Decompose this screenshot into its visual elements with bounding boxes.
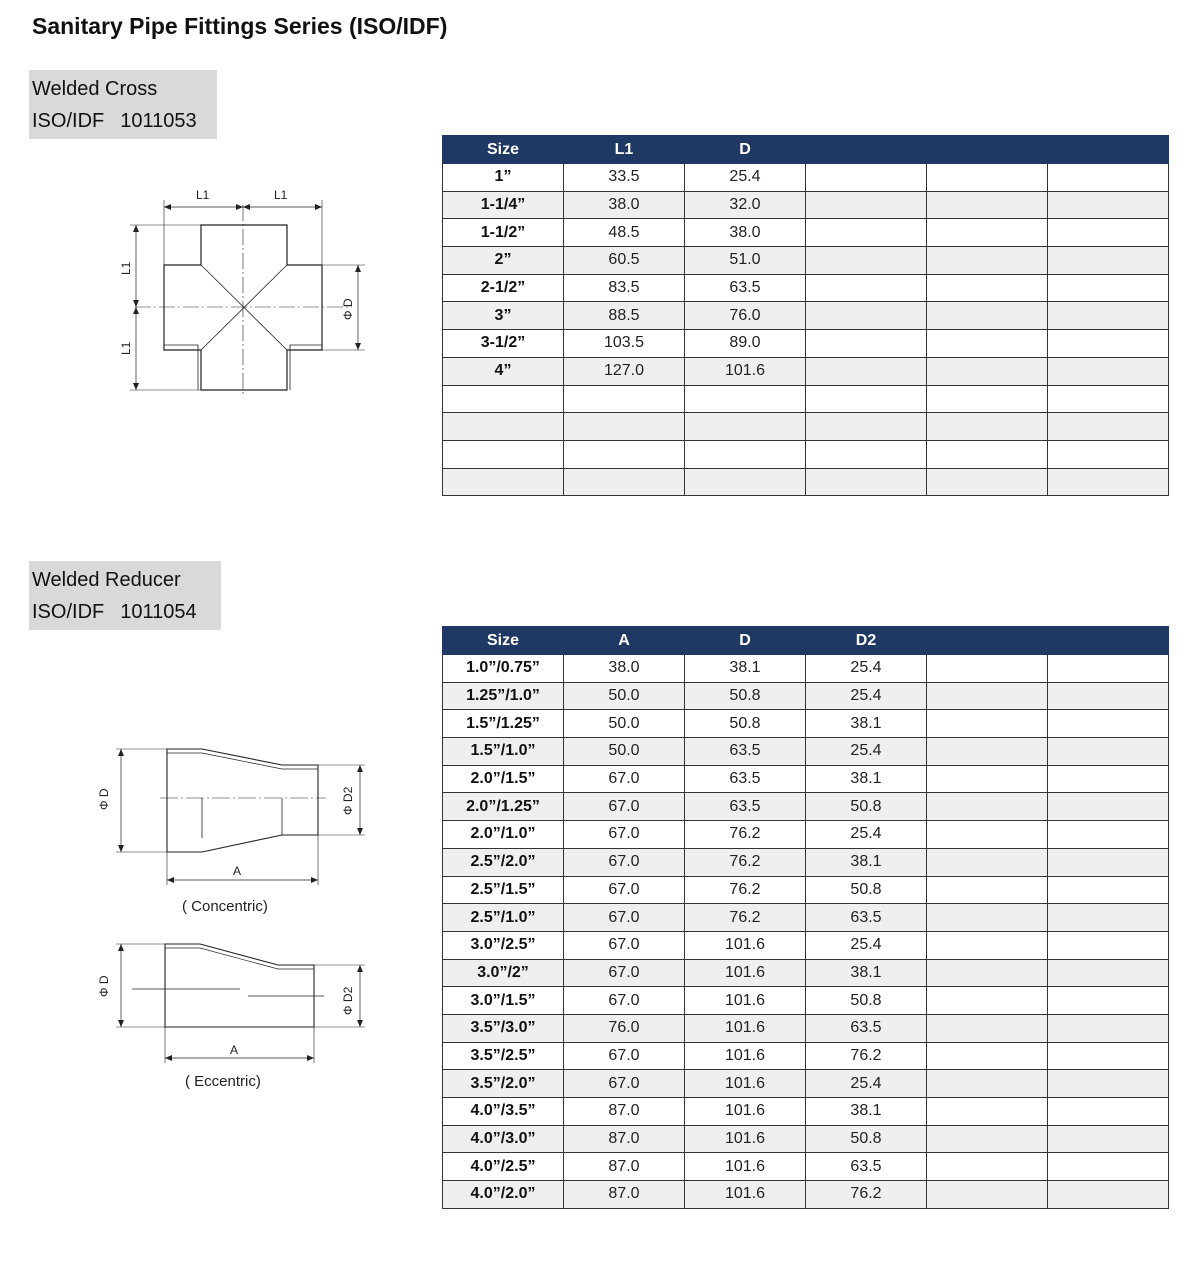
value-cell: [927, 821, 1048, 849]
reducer-col-header: A: [564, 627, 685, 655]
value-cell: 101.6: [685, 357, 806, 385]
value-cell: [685, 385, 806, 413]
value-cell: 38.1: [806, 710, 927, 738]
reducer-table: [442, 626, 1169, 1209]
table-row: [443, 987, 1169, 1015]
value-cell: 25.4: [806, 738, 927, 766]
value-cell: [1048, 655, 1169, 683]
concentric-reducer-drawing: [90, 740, 370, 890]
value-cell: [927, 247, 1048, 275]
reducer-code: 1011054: [120, 601, 197, 623]
value-cell: [1048, 247, 1169, 275]
cross-label-box: [29, 70, 217, 139]
value-cell: 50.0: [564, 682, 685, 710]
value-cell: [927, 987, 1048, 1015]
reducer-col-header: D2: [806, 627, 927, 655]
cross-dim-l1-top-left: L1: [196, 188, 210, 202]
size-cell: [443, 385, 564, 413]
value-cell: [806, 164, 927, 192]
value-cell: [1048, 468, 1169, 496]
value-cell: [927, 1153, 1048, 1181]
value-cell: [1048, 385, 1169, 413]
value-cell: 60.5: [564, 247, 685, 275]
value-cell: [927, 219, 1048, 247]
value-cell: 63.5: [806, 1153, 927, 1181]
value-cell: 76.2: [685, 904, 806, 932]
value-cell: [927, 1098, 1048, 1126]
value-cell: [806, 219, 927, 247]
value-cell: 48.5: [564, 219, 685, 247]
cross-dim-l1-left-top: L1: [119, 261, 133, 275]
size-cell: [443, 413, 564, 441]
value-cell: 50.8: [806, 1125, 927, 1153]
value-cell: 50.8: [806, 793, 927, 821]
eccentric-caption: ( Eccentric): [185, 1073, 261, 1090]
size-cell: 1-1/4”: [443, 191, 564, 219]
value-cell: [927, 274, 1048, 302]
value-cell: 67.0: [564, 876, 685, 904]
value-cell: [927, 655, 1048, 683]
value-cell: 63.5: [806, 904, 927, 932]
value-cell: [1048, 848, 1169, 876]
value-cell: [927, 302, 1048, 330]
value-cell: 50.0: [564, 710, 685, 738]
value-cell: 101.6: [685, 1125, 806, 1153]
value-cell: 83.5: [564, 274, 685, 302]
value-cell: [1048, 710, 1169, 738]
value-cell: [927, 848, 1048, 876]
cross-col-header: [1048, 136, 1169, 164]
cross-table-header: [443, 136, 1169, 164]
value-cell: 38.0: [685, 219, 806, 247]
cross-col-header: Size: [443, 136, 564, 164]
table-row: [443, 385, 1169, 413]
value-cell: [685, 413, 806, 441]
value-cell: [1048, 219, 1169, 247]
value-cell: [1048, 821, 1169, 849]
reducer-col-header: [1048, 627, 1169, 655]
cross-code: 1011053: [120, 110, 197, 132]
size-cell: 2.5”/2.0”: [443, 848, 564, 876]
table-row: [443, 468, 1169, 496]
value-cell: 101.6: [685, 1098, 806, 1126]
size-cell: 1.0”/0.75”: [443, 655, 564, 683]
value-cell: 50.8: [806, 876, 927, 904]
table-row: [443, 1042, 1169, 1070]
value-cell: [927, 440, 1048, 468]
value-cell: [1048, 357, 1169, 385]
value-cell: 50.8: [806, 987, 927, 1015]
value-cell: 76.2: [685, 876, 806, 904]
value-cell: [927, 1125, 1048, 1153]
value-cell: 63.5: [685, 793, 806, 821]
table-row: [443, 440, 1169, 468]
reducer-name: Welded Reducer: [32, 569, 181, 591]
cross-dim-d: Φ D: [341, 298, 355, 320]
cross-dim-l1-left-bottom: L1: [119, 341, 133, 355]
value-cell: 67.0: [564, 848, 685, 876]
value-cell: [1048, 1098, 1169, 1126]
value-cell: 25.4: [806, 1070, 927, 1098]
value-cell: [564, 440, 685, 468]
value-cell: [1048, 1042, 1169, 1070]
value-cell: 25.4: [806, 682, 927, 710]
size-cell: 1.5”/1.0”: [443, 738, 564, 766]
value-cell: [1048, 191, 1169, 219]
size-cell: 3-1/2”: [443, 330, 564, 358]
value-cell: [927, 1042, 1048, 1070]
value-cell: [1048, 274, 1169, 302]
cross-col-header: [927, 136, 1048, 164]
size-cell: 2.5”/1.0”: [443, 904, 564, 932]
eccentric-dim-a: A: [230, 1043, 239, 1057]
table-row: [443, 274, 1169, 302]
value-cell: [1048, 876, 1169, 904]
table-row: [443, 247, 1169, 275]
reducer-standard-row: [32, 596, 213, 628]
value-cell: [806, 440, 927, 468]
value-cell: [1048, 1181, 1169, 1209]
value-cell: [685, 440, 806, 468]
value-cell: [927, 738, 1048, 766]
value-cell: [1048, 413, 1169, 441]
value-cell: [927, 468, 1048, 496]
value-cell: [564, 413, 685, 441]
value-cell: [927, 765, 1048, 793]
table-row: [443, 357, 1169, 385]
table-row: [443, 738, 1169, 766]
size-cell: 1.25”/1.0”: [443, 682, 564, 710]
value-cell: [927, 385, 1048, 413]
value-cell: [927, 191, 1048, 219]
value-cell: 67.0: [564, 1042, 685, 1070]
value-cell: 63.5: [685, 765, 806, 793]
value-cell: 67.0: [564, 821, 685, 849]
value-cell: [564, 385, 685, 413]
value-cell: [806, 357, 927, 385]
table-row: [443, 191, 1169, 219]
value-cell: [1048, 440, 1169, 468]
value-cell: [1048, 682, 1169, 710]
cross-standard: ISO/IDF: [32, 110, 105, 132]
table-row: [443, 1070, 1169, 1098]
value-cell: [927, 904, 1048, 932]
page-title: Sanitary Pipe Fittings Series (ISO/IDF): [32, 13, 448, 39]
value-cell: 63.5: [806, 1014, 927, 1042]
cross-standard-row: [32, 105, 209, 137]
size-cell: 4”: [443, 357, 564, 385]
value-cell: [927, 876, 1048, 904]
value-cell: 76.0: [685, 302, 806, 330]
value-cell: 87.0: [564, 1125, 685, 1153]
value-cell: 101.6: [685, 1042, 806, 1070]
value-cell: 38.1: [806, 959, 927, 987]
size-cell: 1”: [443, 164, 564, 192]
value-cell: [564, 468, 685, 496]
value-cell: [927, 1070, 1048, 1098]
value-cell: [1048, 738, 1169, 766]
value-cell: 101.6: [685, 1070, 806, 1098]
size-cell: 3.5”/2.0”: [443, 1070, 564, 1098]
cross-name: Welded Cross: [32, 78, 158, 100]
reducer-table-header: [443, 627, 1169, 655]
value-cell: [806, 191, 927, 219]
value-cell: 87.0: [564, 1181, 685, 1209]
value-cell: 101.6: [685, 1181, 806, 1209]
size-cell: 2.0”/1.5”: [443, 765, 564, 793]
size-cell: 3.0”/2.5”: [443, 931, 564, 959]
size-cell: 3.0”/2”: [443, 959, 564, 987]
table-row: [443, 959, 1169, 987]
value-cell: [1048, 330, 1169, 358]
value-cell: [1048, 904, 1169, 932]
value-cell: 101.6: [685, 959, 806, 987]
value-cell: [685, 468, 806, 496]
table-row: [443, 765, 1169, 793]
value-cell: 67.0: [564, 904, 685, 932]
value-cell: [806, 274, 927, 302]
size-cell: 2”: [443, 247, 564, 275]
table-row: [443, 793, 1169, 821]
size-cell: 3.5”/3.0”: [443, 1014, 564, 1042]
value-cell: [927, 793, 1048, 821]
value-cell: [1048, 987, 1169, 1015]
table-row: [443, 655, 1169, 683]
reducer-col-header: [927, 627, 1048, 655]
value-cell: 101.6: [685, 1153, 806, 1181]
value-cell: 67.0: [564, 931, 685, 959]
value-cell: 88.5: [564, 302, 685, 330]
size-cell: [443, 440, 564, 468]
value-cell: [927, 1181, 1048, 1209]
value-cell: [1048, 931, 1169, 959]
value-cell: 50.8: [685, 682, 806, 710]
table-row: [443, 904, 1169, 932]
value-cell: [806, 468, 927, 496]
value-cell: 32.0: [685, 191, 806, 219]
value-cell: 76.0: [564, 1014, 685, 1042]
table-row: [443, 682, 1169, 710]
concentric-dim-d: Φ D: [97, 788, 111, 810]
table-row: [443, 413, 1169, 441]
value-cell: 127.0: [564, 357, 685, 385]
value-cell: 25.4: [806, 655, 927, 683]
value-cell: 38.1: [806, 765, 927, 793]
size-cell: 4.0”/3.0”: [443, 1125, 564, 1153]
value-cell: 25.4: [806, 931, 927, 959]
value-cell: 67.0: [564, 987, 685, 1015]
cross-table: [442, 135, 1169, 496]
reducer-col-header: Size: [443, 627, 564, 655]
size-cell: 1-1/2”: [443, 219, 564, 247]
value-cell: 67.0: [564, 793, 685, 821]
size-cell: 4.0”/2.5”: [443, 1153, 564, 1181]
cross-drawing: [100, 180, 360, 420]
value-cell: [1048, 1014, 1169, 1042]
concentric-dim-a: A: [233, 864, 242, 878]
value-cell: 67.0: [564, 959, 685, 987]
size-cell: 2.0”/1.25”: [443, 793, 564, 821]
value-cell: [927, 357, 1048, 385]
size-cell: 1.5”/1.25”: [443, 710, 564, 738]
reducer-label-box: [29, 561, 221, 630]
value-cell: 101.6: [685, 1014, 806, 1042]
value-cell: 50.8: [685, 710, 806, 738]
table-row: [443, 219, 1169, 247]
size-cell: 2-1/2”: [443, 274, 564, 302]
value-cell: 38.0: [564, 191, 685, 219]
value-cell: 87.0: [564, 1098, 685, 1126]
value-cell: 76.2: [685, 821, 806, 849]
value-cell: 87.0: [564, 1153, 685, 1181]
table-row: [443, 330, 1169, 358]
value-cell: 103.5: [564, 330, 685, 358]
value-cell: 101.6: [685, 931, 806, 959]
table-row: [443, 821, 1169, 849]
eccentric-reducer-drawing: [90, 935, 370, 1065]
value-cell: 63.5: [685, 274, 806, 302]
value-cell: 38.1: [806, 1098, 927, 1126]
size-cell: 3”: [443, 302, 564, 330]
value-cell: 25.4: [806, 821, 927, 849]
value-cell: [927, 959, 1048, 987]
table-row: [443, 710, 1169, 738]
value-cell: 76.2: [685, 848, 806, 876]
cross-col-header: D: [685, 136, 806, 164]
value-cell: [1048, 1125, 1169, 1153]
size-cell: 4.0”/3.5”: [443, 1098, 564, 1126]
cross-col-header: [806, 136, 927, 164]
concentric-caption: ( Concentric): [182, 898, 268, 915]
concentric-dim-d2: Φ D2: [341, 786, 355, 815]
value-cell: [1048, 1153, 1169, 1181]
value-cell: [806, 385, 927, 413]
value-cell: 101.6: [685, 987, 806, 1015]
value-cell: 51.0: [685, 247, 806, 275]
size-cell: 3.0”/1.5”: [443, 987, 564, 1015]
value-cell: [1048, 302, 1169, 330]
size-cell: 2.5”/1.5”: [443, 876, 564, 904]
table-row: [443, 1098, 1169, 1126]
value-cell: [927, 330, 1048, 358]
value-cell: [1048, 959, 1169, 987]
size-cell: 2.0”/1.0”: [443, 821, 564, 849]
table-row: [443, 876, 1169, 904]
size-cell: 4.0”/2.0”: [443, 1181, 564, 1209]
value-cell: [927, 931, 1048, 959]
size-cell: 3.5”/2.5”: [443, 1042, 564, 1070]
eccentric-dim-d2: Φ D2: [341, 986, 355, 1015]
value-cell: [927, 682, 1048, 710]
value-cell: [1048, 793, 1169, 821]
reducer-standard: ISO/IDF: [32, 601, 105, 623]
value-cell: [1048, 765, 1169, 793]
value-cell: [806, 302, 927, 330]
table-row: [443, 302, 1169, 330]
cross-dim-l1-top-right: L1: [274, 188, 288, 202]
value-cell: 38.1: [685, 655, 806, 683]
value-cell: [927, 710, 1048, 738]
value-cell: 76.2: [806, 1181, 927, 1209]
table-row: [443, 1125, 1169, 1153]
table-row: [443, 848, 1169, 876]
value-cell: 25.4: [685, 164, 806, 192]
value-cell: [927, 164, 1048, 192]
value-cell: 63.5: [685, 738, 806, 766]
value-cell: 67.0: [564, 1070, 685, 1098]
value-cell: 50.0: [564, 738, 685, 766]
value-cell: [806, 413, 927, 441]
value-cell: 67.0: [564, 765, 685, 793]
value-cell: [1048, 1070, 1169, 1098]
value-cell: [806, 247, 927, 275]
value-cell: 33.5: [564, 164, 685, 192]
value-cell: 76.2: [806, 1042, 927, 1070]
table-row: [443, 1153, 1169, 1181]
size-cell: [443, 468, 564, 496]
value-cell: [806, 330, 927, 358]
table-row: [443, 1181, 1169, 1209]
table-row: [443, 1014, 1169, 1042]
value-cell: [927, 413, 1048, 441]
value-cell: 38.0: [564, 655, 685, 683]
value-cell: [927, 1014, 1048, 1042]
eccentric-dim-d: Φ D: [97, 975, 111, 997]
value-cell: 38.1: [806, 848, 927, 876]
table-row: [443, 931, 1169, 959]
reducer-col-header: D: [685, 627, 806, 655]
cross-col-header: L1: [564, 136, 685, 164]
table-row: [443, 164, 1169, 192]
value-cell: 89.0: [685, 330, 806, 358]
value-cell: [1048, 164, 1169, 192]
